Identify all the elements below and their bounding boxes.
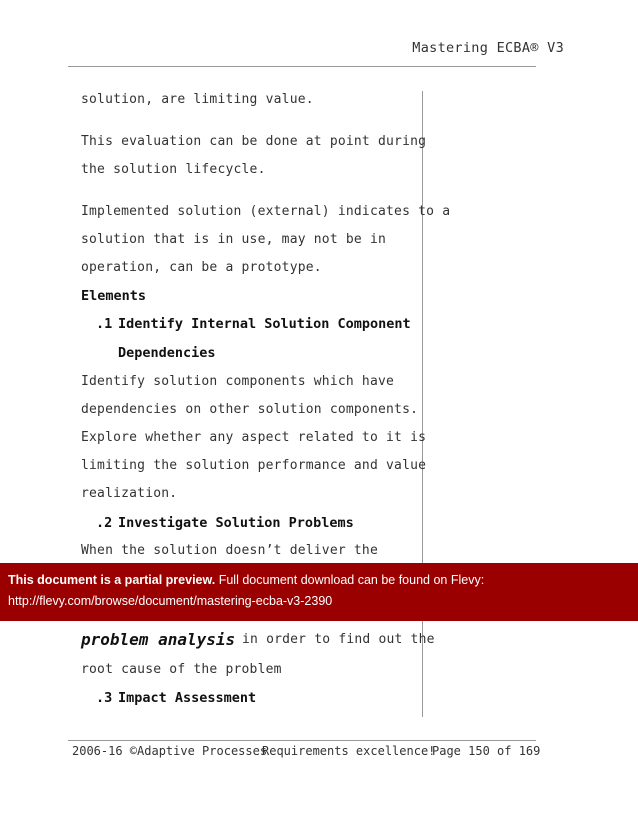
paragraph-line: solution, are limiting value. <box>81 92 314 107</box>
paragraph-line: the solution lifecycle. <box>81 162 266 177</box>
subsection-1-number: .1 <box>96 316 113 332</box>
subsection-3-number: .3 <box>96 690 113 706</box>
paragraph-line: root cause of the problem <box>81 662 282 677</box>
subsection-3-title: Impact Assessment <box>118 690 257 706</box>
banner-download-link[interactable]: http://flevy.com/browse/document/mastering-ecba-v3-2390 <box>8 594 333 608</box>
banner-rest-text: Full document download can be found on Flevy: <box>218 573 485 587</box>
elements-heading: Elements <box>81 288 147 304</box>
paragraph-line: solution that is in use, may not be in <box>81 232 387 247</box>
paragraph-line: Implemented solution (external) indicates to a <box>81 204 451 219</box>
column-rule <box>422 91 423 717</box>
footer-rule <box>68 740 536 741</box>
subsection-1-title-cont: Dependencies <box>118 345 216 361</box>
paragraph-line: When the solution doesn’t deliver the <box>81 543 378 558</box>
footer-tagline: Requirements excellence! <box>262 744 436 758</box>
paragraph-line: operation, can be a prototype. <box>81 260 322 275</box>
emphasis-term: problem analysis <box>81 630 236 649</box>
paragraph-line: Identify solution components which have <box>81 374 395 389</box>
subsection-1-title: Identify Internal Solution Component <box>118 316 411 332</box>
paragraph-line: realization. <box>81 486 178 501</box>
paragraph-line: dependencies on other solution components. <box>81 402 419 417</box>
header-rule <box>68 66 536 67</box>
paragraph-line: This evaluation can be done at point during <box>81 134 427 149</box>
banner-message <box>8 573 484 587</box>
subsection-2-number: .2 <box>96 515 113 531</box>
subsection-2-title: Investigate Solution Problems <box>118 515 354 531</box>
paragraph-line: Explore whether any aspect related to it is <box>81 430 427 445</box>
footer-copyright: 2006-16 ©Adaptive Processes <box>72 744 268 758</box>
header-title: Mastering ECBA® V3 <box>412 40 564 56</box>
paragraph-line: in order to find out the <box>242 632 435 647</box>
banner-bold-text: This document is a partial preview. <box>8 573 216 587</box>
paragraph-line: limiting the solution performance and value <box>81 458 427 473</box>
preview-banner <box>0 563 638 621</box>
footer-page-number: Page 150 of 169 <box>432 744 541 758</box>
